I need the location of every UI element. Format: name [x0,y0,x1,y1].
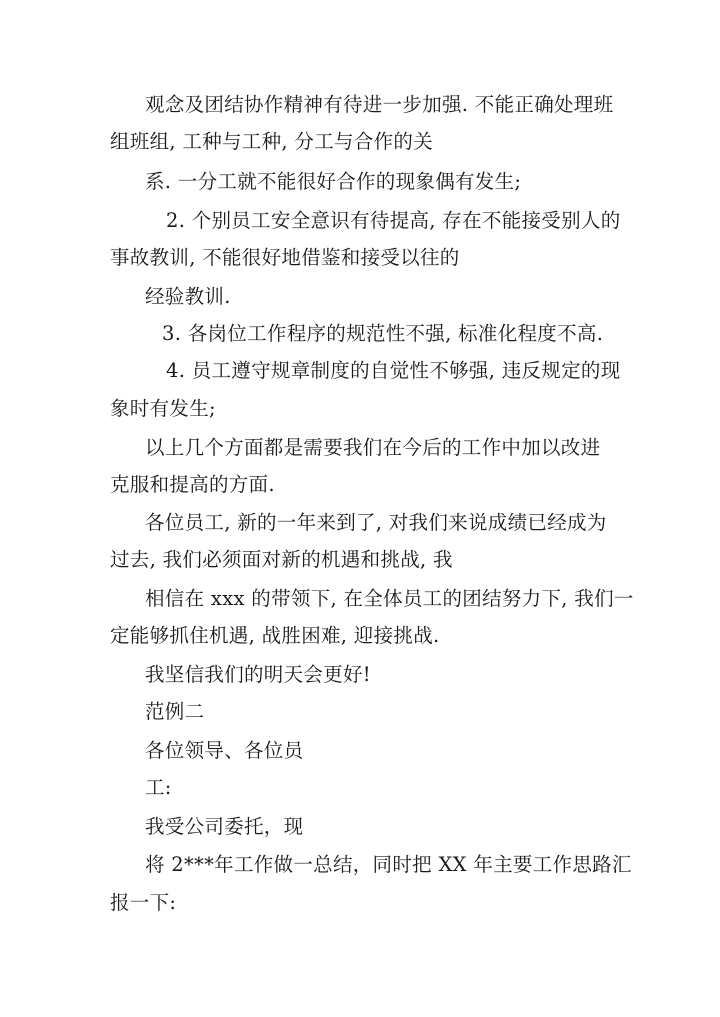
paragraph-line: 象时有发生; [110,397,216,420]
paragraph-line: 以上几个方面都是需要我们在今后的工作中加以改进 [145,436,601,459]
paragraph-line: 定能够抓住机遇, 战胜困难, 迎接挑战. [110,624,440,647]
paragraph-line: 将 2***年工作做一总结，同时把 XX 年主要工作思路汇 [145,853,632,876]
paragraph-line: 相信在 xxx 的带领下, 在全体员工的团结努力下, 我们一 [145,587,634,610]
paragraph-line: 克服和提高的方面. [110,473,275,496]
paragraph-line: 经验教训. [145,285,231,308]
numbered-item-line: 4. 员工遵守规章制度的自觉性不够强, 违反规定的现 [166,359,621,382]
paragraph-line: 过去, 我们必须面对新的机遇和挑战, 我 [110,548,453,571]
paragraph-line: 组班组, 工种与工种, 分工与合作的关 [110,130,433,153]
paragraph-line: 报一下: [110,891,177,914]
paragraph-line: 事故教训, 不能很好地借鉴和接受以往的 [110,246,460,269]
numbered-item-line: 3. 各岗位工作程序的规范性不强, 标准化程度不高. [162,322,604,345]
paragraph-line: 系. 一分工就不能很好合作的现象偶有发生; [145,170,522,193]
paragraph-line: 我受公司委托，现 [145,815,304,838]
numbered-item-line: 2. 个别员工安全意识有待提高, 存在不能接受别人的 [166,209,621,232]
salutation-line: 各位领导、各位员 [145,739,304,762]
salutation-line: 工: [145,776,172,799]
paragraph-line: 我坚信我们的明天会更好! [145,663,371,686]
section-heading: 范例二 [145,700,205,723]
paragraph-line: 观念及团结协作精神有待进一步加强. 不能正确处理班 [145,93,614,116]
paragraph-line: 各位员工, 新的一年来到了, 对我们来说成绩已经成为 [145,511,607,534]
